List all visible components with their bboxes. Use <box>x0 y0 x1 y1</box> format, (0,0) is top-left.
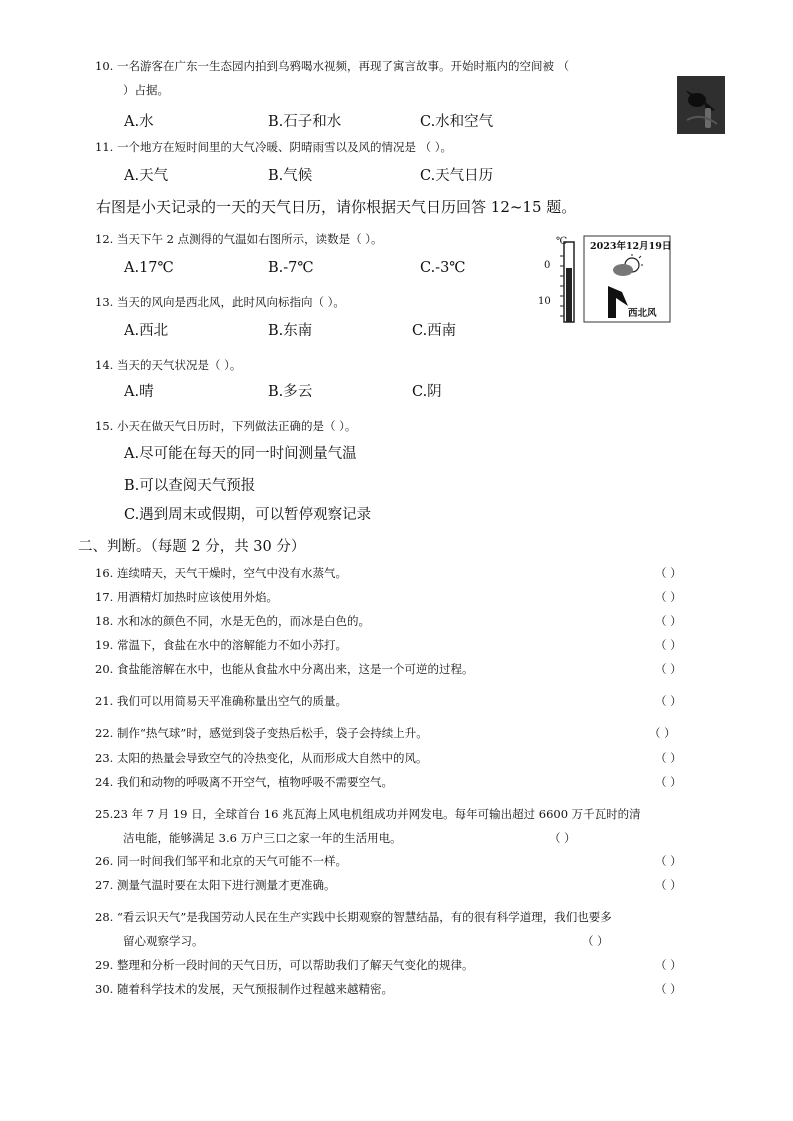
q14-text: 14. 当天的天气状况是（ ）。 <box>95 358 242 372</box>
q11-option-c: C.天气日历 <box>420 168 494 184</box>
thermometer-unit: ℃ <box>556 236 568 247</box>
judge-item: 24. 我们和动物的呼吸离不开空气，植物呼吸不需要空气。 <box>95 775 393 789</box>
q14-option-b: B.多云 <box>268 384 313 400</box>
q25-line1: 25.23 年 7 月 19 日，全球首台 16 兆瓦海上风电机组成功并网发电。每年可输出超过 6600 万千瓦时的清 <box>95 807 641 821</box>
q14-option-c: C.阴 <box>412 384 442 400</box>
q15-option-b: B.可以查阅天气预报 <box>124 478 256 494</box>
thermometer-tick-0: 0 <box>544 260 551 271</box>
q11-option-a: A.天气 <box>124 168 169 184</box>
q28-line1: 28. “看云识天气”是我国劳动人民在生产实践中长期观察的智慧结晶，有的很有科学道理，我们也要多 <box>95 910 612 924</box>
weather-calendar-figure <box>536 232 672 324</box>
judge-item: 20. 食盐能溶解在水中，也能从食盐水中分离出来，这是一个可逆的过程。 <box>95 662 474 676</box>
thermometer-tick-10: 10 <box>538 296 551 307</box>
q10-option-a: A.水 <box>124 114 154 130</box>
answer-blank: （ ） <box>655 878 682 892</box>
answer-blank: （ ） <box>655 566 682 580</box>
answer-blank: （ ） <box>549 831 576 845</box>
q10-option-c: C.水和空气 <box>420 114 494 130</box>
answer-blank: （ ） <box>655 751 682 765</box>
cloud-icon <box>613 264 633 276</box>
judge-item: 23. 太阳的热量会导致空气的冷热变化，从而形成大自然中的风。 <box>95 751 428 765</box>
q13-text: 13. 当天的风向是西北风，此时风向标指向（ ）。 <box>95 295 345 309</box>
q14-option-a: A.晴 <box>124 384 154 400</box>
q12-text: 12. 当天下午 2 点测得的气温如右图所示，读数是（ ）。 <box>95 232 383 246</box>
q10-line1: 10. 一名游客在广东一生态园内拍到乌鸦喝水视频，再现了寓言故事。开始时瓶内的空间被 （ <box>95 59 570 73</box>
judge-item: 22. 制作“热气球”时，感觉到袋子变热后松手，袋子会持续上升。 <box>95 726 428 740</box>
answer-blank: （ ） <box>655 958 682 972</box>
q30-text: 30. 随着科学技术的发展，天气预报制作过程越来越精密。 <box>95 982 393 996</box>
q26-text: 26. 同一时间我们邹平和北京的天气可能不一样。 <box>95 854 347 868</box>
q29-text: 29. 整理和分析一段时间的天气日历，可以帮助我们了解天气变化的规律。 <box>95 958 474 972</box>
q10-option-b: B.石子和水 <box>268 114 342 130</box>
q12-option-a: A.17℃ <box>124 260 174 276</box>
answer-blank: （ ） <box>582 934 609 948</box>
q13-option-c: C.西南 <box>412 323 457 339</box>
answer-blank: （ ） <box>655 638 682 652</box>
answer-blank: （ ） <box>655 775 682 789</box>
judge-item: 21. 我们可以用简易天平准确称量出空气的质量。 <box>95 694 347 708</box>
q12-option-c: C.-3℃ <box>420 260 466 276</box>
q13-option-b: B.东南 <box>268 323 313 339</box>
judge-item: 17. 用酒精灯加热时应该使用外焰。 <box>95 590 278 604</box>
q28-line2: 留心观察学习。 <box>123 934 204 948</box>
intro-text: 右图是小天记录的一天的天气日历，请你根据天气日历回答 12~15 题。 <box>96 198 577 216</box>
answer-blank: （ ） <box>655 662 682 676</box>
answer-blank: （ ） <box>655 694 682 708</box>
q15-option-a: A.尽可能在每天的同一时间测量气温 <box>124 446 357 462</box>
q10-line2: ）占据。 <box>123 83 169 97</box>
q12-option-b: B.-7℃ <box>268 260 314 276</box>
answer-blank: （ ） <box>649 726 676 740</box>
q11-option-b: B.气候 <box>268 168 313 184</box>
q25-line2: 洁电能，能够满足 3.6 万户三口之家一年的生活用电。 <box>123 831 402 845</box>
q27-text: 27. 测量气温时要在太阳下进行测量才更准确。 <box>95 878 336 892</box>
judge-item: 19. 常温下，食盐在水中的溶解能力不如小苏打。 <box>95 638 347 652</box>
answer-blank: （ ） <box>655 854 682 868</box>
calendar-wind: 西北风 <box>628 308 657 319</box>
answer-blank: （ ） <box>655 614 682 628</box>
calendar-date: 2023年12月19日 <box>590 241 672 252</box>
judge-item: 18. 水和冰的颜色不同，水是无色的，而冰是白色的。 <box>95 614 370 628</box>
crow-photo <box>677 76 725 134</box>
q15-option-c: C.遇到周末或假期，可以暂停观察记录 <box>124 507 372 523</box>
q15-text: 15. 小天在做天气日历时，下列做法正确的是（ ）。 <box>95 419 357 433</box>
answer-blank: （ ） <box>655 590 682 604</box>
section-2-title: 二、判断。（每题 2 分，共 30 分） <box>78 539 306 555</box>
judge-item: 16. 连续晴天，天气干燥时，空气中没有水蒸气。 <box>95 566 347 580</box>
answer-blank: （ ） <box>655 982 682 996</box>
q11-text: 11. 一个地方在短时间里的大气冷暖、阴晴雨雪以及风的情况是 （ ）。 <box>95 140 453 154</box>
q13-option-a: A.西北 <box>124 323 169 339</box>
